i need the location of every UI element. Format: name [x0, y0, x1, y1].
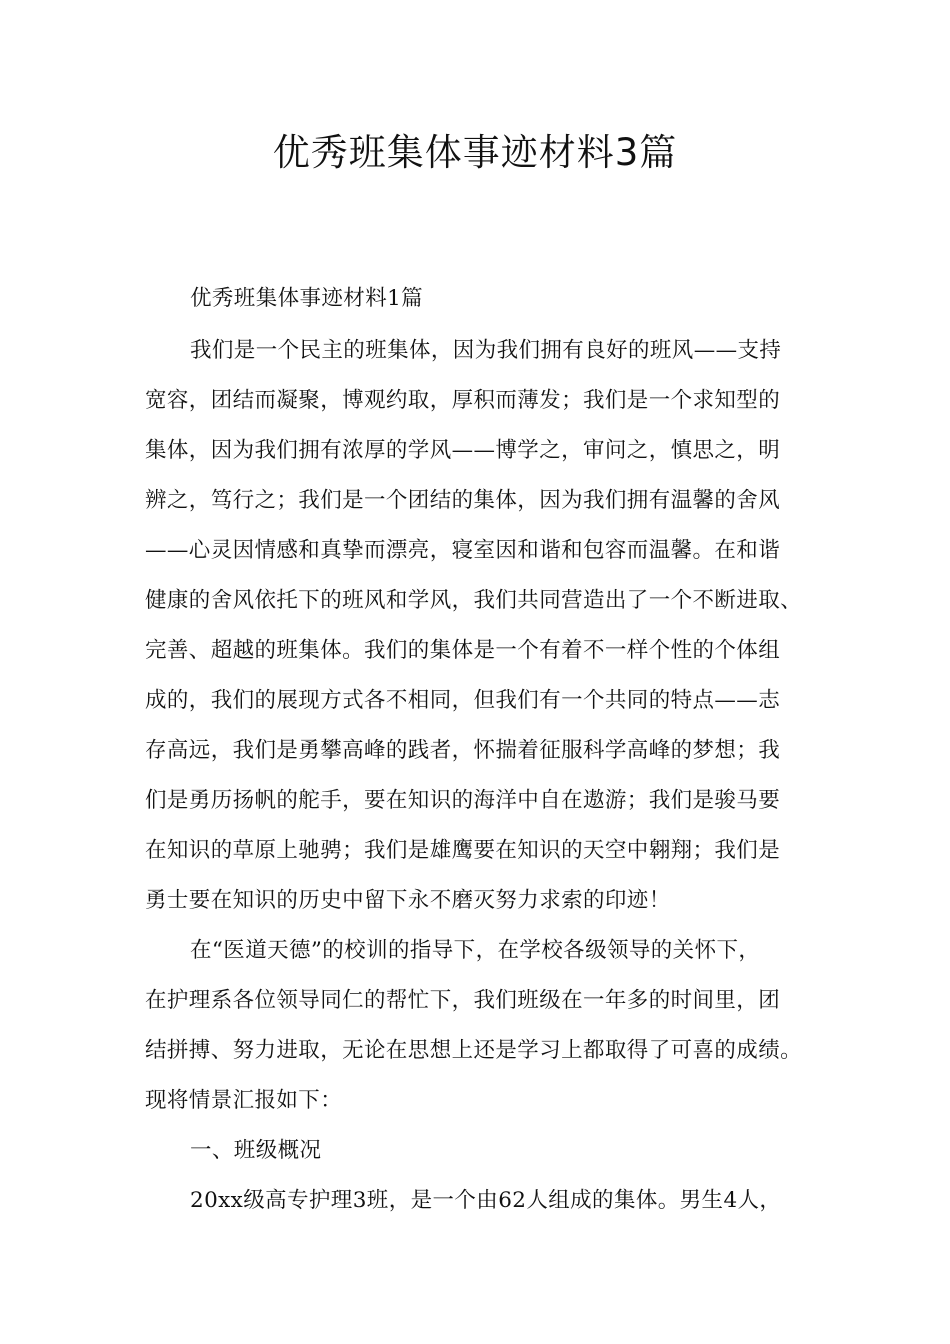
section-heading: 一、班级概况	[190, 1138, 322, 1163]
text-line-11: 在知识的草原上驰骋；我们是雄鹰要在知识的天空中翱翔；我们是	[145, 838, 781, 863]
text-line-1: 我们是一个民主的班集体，因为我们拥有良好的班风——支持	[190, 338, 782, 363]
text-line-3: 集体，因为我们拥有浓厚的学风——博学之，审问之，慎思之，明	[145, 438, 781, 463]
section-subtitle: 优秀班集体事迹材料1篇	[190, 286, 424, 311]
document-title: 优秀班集体事迹材料3篇	[272, 131, 678, 174]
text-line-15: 结拼搏、努力进取，无论在思想上还是学习上都取得了可喜的成绩。	[145, 1038, 803, 1063]
text-line-9: 存高远，我们是勇攀高峰的践者，怀揣着征服科学高峰的梦想；我	[145, 738, 781, 763]
text-line-7: 完善、超越的班集体。我们的集体是一个有着不一样个性的个体组	[145, 638, 781, 663]
text-line-10: 们是勇历扬帆的舵手，要在知识的海洋中自在遨游；我们是骏马要	[145, 788, 781, 813]
text-line-4: 辨之，笃行之；我们是一个团结的集体，因为我们拥有温馨的舍风	[145, 488, 781, 513]
text-line-2: 宽容，团结而凝聚，博观约取，厚积而薄发；我们是一个求知型的	[145, 388, 781, 413]
text-line-16: 现将情景汇报如下：	[145, 1088, 343, 1113]
text-line-18: 20xx级高专护理3班，是一个由62人组成的集体。男生4人，	[190, 1188, 782, 1213]
text-line-6: 健康的舍风依托下的班风和学风，我们共同营造出了一个不断进取、	[145, 588, 803, 613]
text-line-5: ——心灵因情感和真挚而漂亮，寝室因和谐和包容而温馨。在和谐	[145, 538, 781, 563]
text-line-8: 成的，我们的展现方式各不相同，但我们有一个共同的特点——志	[145, 688, 781, 713]
text-line-13: 在“医道天德”的校训的指导下，在学校各级领导的关怀下，	[190, 938, 761, 963]
text-line-12: 勇士要在知识的历史中留下永不磨灭努力求索的印迹！	[145, 888, 671, 913]
text-line-14: 在护理系各位领导同仁的帮忙下，我们班级在一年多的时间里，团	[145, 988, 781, 1013]
